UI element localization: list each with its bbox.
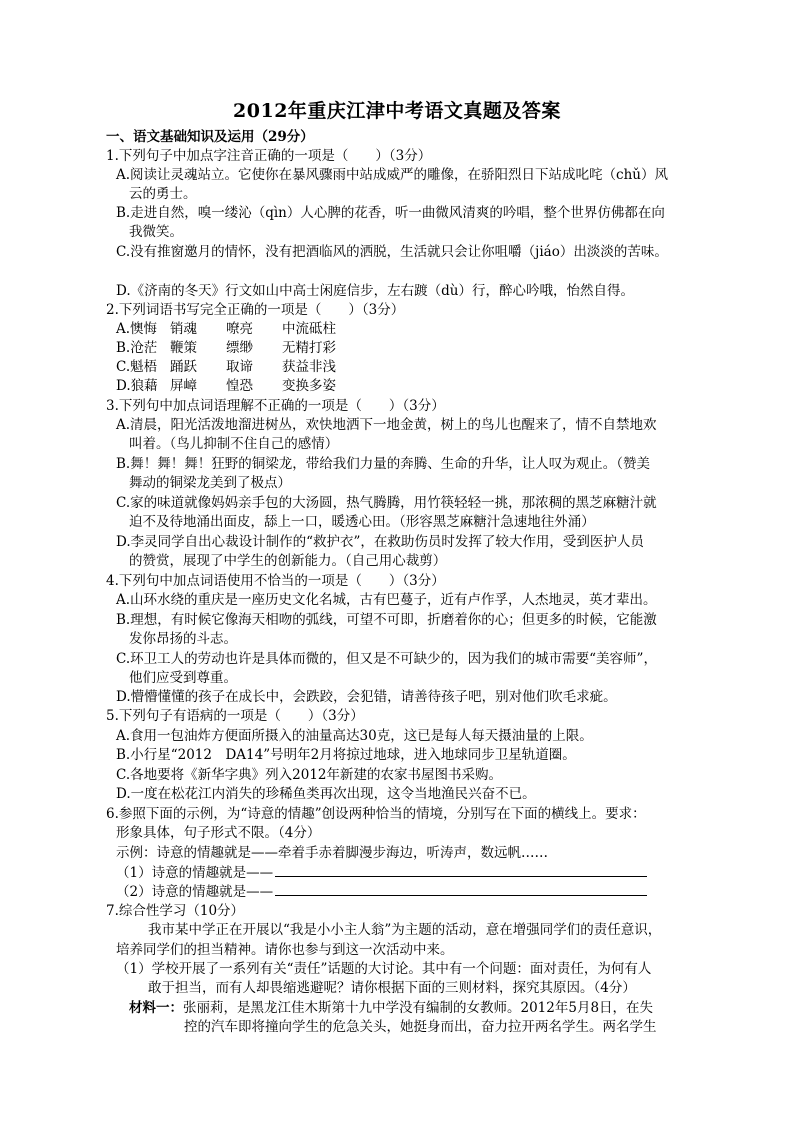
q1-option-a-cont: 云的勇士。 bbox=[129, 186, 197, 202]
question-2-stem: 2.下列词语书写完全正确的一项是（ ）（3分） bbox=[106, 302, 405, 318]
q7-subquestion-1: （1）学校开展了一系列有关“责任”话题的大讨论。其中有一个问题：面对责任，为何有人 bbox=[116, 961, 652, 977]
q2-option-b bbox=[116, 339, 336, 357]
question-7-stem: 7.综合性学习（10分） bbox=[106, 903, 245, 919]
q2-option-c bbox=[116, 358, 336, 376]
question-6-stem: 6.参照下面的示例，为“诗意的情趣”创设两种恰当的情境，分别写在下面的横线上。要求： bbox=[106, 806, 646, 822]
q6-answer-line-2 bbox=[116, 882, 647, 901]
q3-option-b-cont: 舞动的铜梁龙美到了极点） bbox=[129, 475, 291, 491]
question-3-stem: 3.下列句中加点词语理解不正确的一项是（ ）（3分） bbox=[106, 398, 445, 414]
q3-option-a-cont: 叫着。（鸟儿抑制不住自己的感情） bbox=[129, 436, 339, 452]
q1-option-b: B.走进自然，嗅一缕沁（qìn）人心脾的花香，听一曲微风清爽的吟唱，整个世界仿佛都在向 bbox=[116, 205, 665, 221]
q7-material-1 bbox=[129, 999, 653, 1017]
q7-subquestion-1-cont: 敢于担当，而有人却畏缩逃避呢？请你根据下面的三则材料，探究其原因。（4分） bbox=[148, 980, 636, 996]
q2-d-word-3: 惶恐 bbox=[226, 378, 253, 394]
q2-c-word-3: 取谛 bbox=[226, 359, 253, 375]
q5-option-c: C.各地要将《新华字典》列入2012年新建的农家书屋图书采购。 bbox=[116, 767, 502, 783]
document-title: 2012年重庆江津中考语文真题及答案 bbox=[233, 100, 561, 122]
q2-b-word-2: 鞭策 bbox=[170, 340, 197, 356]
material-1-label: 材料一： bbox=[129, 1000, 183, 1016]
question-6-stem-cont: 形象具体，句子形式不限。（4分） bbox=[116, 825, 321, 841]
q6-answer-blank-2[interactable] bbox=[275, 882, 647, 896]
q4-option-c: C.环卫工人的劳动也许是具体而微的，但又是不可缺少的，因为我们的城市需要“美容师”， bbox=[116, 651, 657, 667]
q1-option-b-cont: 我微笑。 bbox=[129, 224, 183, 240]
q3-option-d-cont: 的赞赏，展现了中学生的创新能力。（自己用心裁剪） bbox=[129, 553, 447, 569]
q7-material-1-cont: 控的汽车即将撞向学生的危急关头，她挺身而出，奋力拉开两名学生。两名学生 bbox=[184, 1019, 657, 1035]
q4-option-b-cont: 发你昂扬的斗志。 bbox=[129, 631, 237, 647]
q2-b-word-1: B.沧茫 bbox=[116, 340, 158, 356]
material-1-text: 张丽莉，是黑龙江佳木斯第十九中学没有编制的女教师。2012年5月8日，在失 bbox=[183, 1000, 654, 1016]
q3-option-b: B.舞！舞！舞！狂野的铜梁龙，带给我们力量的奔腾、生命的升华，让人叹为观止。（赞美 bbox=[116, 456, 650, 472]
q2-a-word-2: 销魂 bbox=[170, 321, 197, 337]
q4-option-a: A.山环水绕的重庆是一座历史文化名城，古有巴蔓子，近有卢作孚，人杰地灵，英才辈出。 bbox=[116, 592, 657, 608]
q3-option-d: D.李灵同学自出心裁设计制作的“救护衣”，在救助伤员时发挥了较大作用，受到医护人员 bbox=[116, 534, 644, 550]
q5-option-a: A.食用一包油炸方便面所摄入的油量高达30克，这已是每人每天摄油量的上限。 bbox=[116, 728, 593, 744]
q2-c-word-1: C.魁梧 bbox=[116, 359, 158, 375]
q6-answer-line-1 bbox=[116, 863, 647, 882]
q5-option-b: B.小行星“2012 DA14”号明年2月将掠过地球，进入地球同步卫星轨道圈。 bbox=[116, 747, 576, 763]
q4-option-b: B.理想，有时候它像海天相吻的弧线，可望不可即，折磨着你的心；但更多的时候，它能激 bbox=[116, 612, 657, 628]
question-4-stem: 4.下列句中加点词语使用不恰当的一项是（ ）（3分） bbox=[106, 573, 445, 589]
q2-a-word-3: 嘹亮 bbox=[226, 321, 253, 337]
section-heading: 一、语文基础知识及运用（29分） bbox=[106, 129, 314, 145]
q5-option-d: D.一度在松花江内消失的珍稀鱼类再次出现，这令当地渔民兴奋不已。 bbox=[116, 786, 536, 802]
q6-answer-label-1: （1）诗意的情趣就是—— bbox=[116, 865, 274, 881]
q2-d-word-1: D.狼藉 bbox=[116, 378, 158, 394]
q6-answer-blank-1[interactable] bbox=[275, 863, 647, 877]
question-5-stem: 5.下列句子有语病的一项是（ ）（3分） bbox=[106, 708, 364, 724]
question-1-stem: 1.下列句子中加点字注音正确的一项是（ ）（3分） bbox=[106, 148, 432, 164]
q2-d-word-2: 屏嶂 bbox=[170, 378, 197, 394]
q3-option-c: C.家的味道就像妈妈亲手包的大汤圆，热气腾腾，用竹筷轻轻一挑，那浓稠的黑芝麻糖汁就 bbox=[116, 495, 657, 511]
q4-option-d: D.懵懵懂懂的孩子在成长中，会跌跤，会犯错，请善待孩子吧，别对他们吹毛求疵。 bbox=[116, 689, 617, 705]
q6-example: 示例：诗意的情趣就是——牵着手赤着脚漫步海边，听涛声，数远帆…… bbox=[116, 845, 548, 861]
q2-option-a bbox=[116, 320, 336, 338]
q2-c-word-4: 获益非浅 bbox=[282, 359, 336, 375]
q1-option-d: D.《济南的冬天》行文如山中高士闲庭信步，左右踱（dù）行，醉心吟哦，怡然自得。 bbox=[116, 283, 634, 299]
q1-option-c: C.没有推窗邀月的情怀，没有把酒临风的洒脱，生活就只会让你咀嚼（jiáo）出淡淡的苦味。 bbox=[116, 244, 668, 260]
q4-option-c-cont: 他们应受到尊重。 bbox=[129, 670, 237, 686]
q6-answer-label-2: （2）诗意的情趣就是—— bbox=[116, 884, 274, 900]
q2-option-d bbox=[116, 377, 336, 395]
q2-b-word-4: 无精打彩 bbox=[282, 340, 336, 356]
q2-b-word-3: 缥缈 bbox=[226, 340, 253, 356]
q3-option-c-cont: 迫不及待地涌出面皮，舔上一口，暖透心田。（形容黑芝麻糖汁急速地往外涌） bbox=[129, 514, 595, 530]
q3-option-a: A.清晨，阳光活泼地溜进树丛，欢快地洒下一地金黄，树上的鸟儿也醒来了，情不自禁地欢 bbox=[116, 417, 657, 433]
q2-a-word-4: 中流砥柱 bbox=[282, 321, 336, 337]
q7-intro: 我市某中学正在开展以“我是小小主人翁”为主题的活动，意在增强同学们的责任意识， bbox=[148, 922, 662, 938]
q7-intro-cont: 培养同学们的担当精神。请你也参与到这一次活动中来。 bbox=[116, 942, 454, 958]
q2-d-word-4: 变换多姿 bbox=[282, 378, 336, 394]
q2-a-word-1: A.懊悔 bbox=[116, 321, 158, 337]
q1-option-a: A.阅读让灵魂站立。它使你在暴风骤雨中站成威严的雕像，在骄阳烈日下站成叱咤（chǔ）风 bbox=[116, 167, 668, 183]
q2-c-word-2: 踊跃 bbox=[170, 359, 197, 375]
